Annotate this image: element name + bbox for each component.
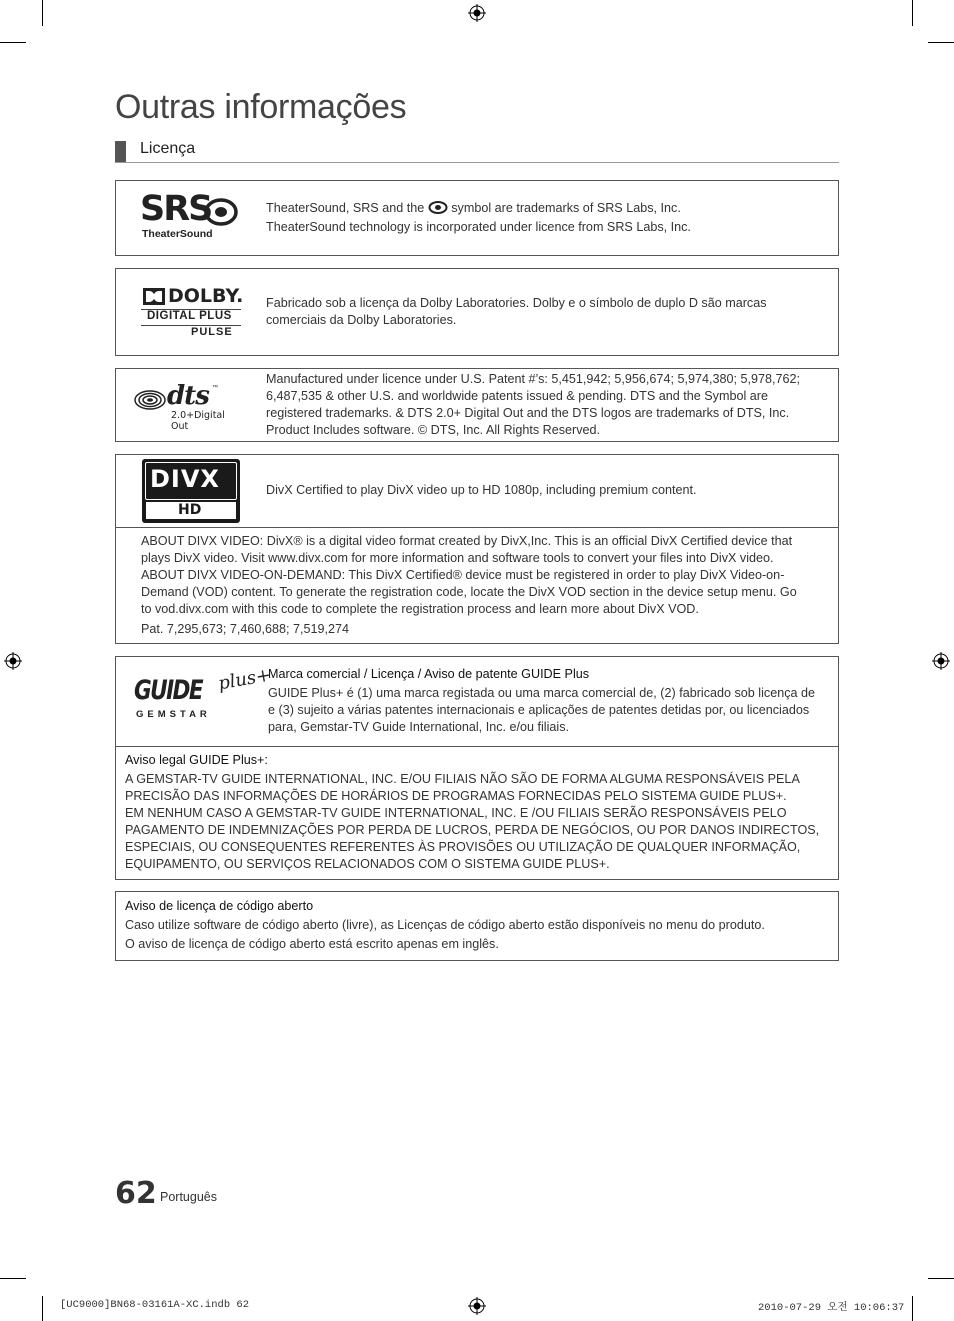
divx-license-box: DIVX HD DivX Certified to play DivX video up to HD 1080p, including premium content. ABOUT DIVX VIDEO: DivX® is a digital video format created by DivX,Inc. This is an official DivX Certified device that plays DivX video. Visit www.divx.com for more information and software tools to convert your files into DivX video. ABOUT DIVX VIDEO-ON-DEMAND: This DivX Certified® device must be registered in order to play DivX Video-on- Demand (VOD) content. To generate the registration code, locate the DivX VOD section in the device setup menu. Go to vod.divx.com with this code to complete the registration process and learn more about DivX VOD. Pat. 7,295,673; 7,460,688; 7,519,274: [115, 454, 839, 644]
registration-mark-icon: [468, 1297, 486, 1315]
page-title: Outras informações: [115, 88, 407, 126]
crop-mark: [42, 1296, 43, 1321]
guideplus-heading: Marca comercial / Licença / Aviso de patente GUIDE Plus: [268, 667, 590, 681]
dts-disc-icon: [134, 389, 166, 411]
section-divider: [115, 162, 839, 163]
registration-mark-icon: [932, 652, 950, 670]
dolby-double-d-icon: [143, 288, 165, 305]
dolby-license-box: DOLBY. DIGITAL PLUS PULSE Fabricado sob a licença da Dolby Laboratories. Dolby e o símbolo de duplo D são marcas comerciais da Dolby Laboratories.: [115, 268, 839, 356]
section-marker: [115, 141, 126, 162]
srs-symbol-icon: [204, 197, 238, 227]
dts-license-box: dts ™ 2.0+Digital Out Manufactured under licence under U.S. Patent #’s: 5,451,942; 5,956,674; 5,974,380; 5,978,762; 6,487,535 & other U.S. and worldwide patents issued & pending. DTS and the Symbol are registered trademarks. & DTS 2.0+ Digital Out and the DTS logos are trademarks of DTS, Inc. Product Includes software. © DTS, Inc. All Rights Reserved.: [115, 368, 839, 442]
srs-inline-symbol-icon: [428, 201, 448, 214]
dts-logo: dts ™ 2.0+Digital Out: [134, 385, 244, 425]
divx-logo: DIVX HD: [142, 459, 240, 523]
guideplus-license-box: GUIDE plus+ GEMSTAR Marca comercial / Licença / Aviso de patente GUIDE Plus GUIDE Plus+ é (1) uma marca registada ou uma marca comercial de, (2) fabricado sob licença de e (3) sujeito a várias patentes internacionais e aplicações de patentes detidas por, ou licenciados para, Gemstar-TV Guide International, Inc. e/ou filiais. Aviso legal GUIDE Plus+: A GEMSTAR-TV GUIDE INTERNATIONAL, INC. E/OU FILIAIS NÃO SÃO DE FORMA ALGUMA RESPONSÁVEIS PELA PRECISÃO DAS INFORMAÇÕES DE HORÁRIOS DE PROGRAMAS FORNECIDAS PELO SISTEMA GUIDE PLUS+. EM NENHUM CASO A GEMSTAR-TV GUIDE INTERNATIONAL, INC. E /OU FILIAIS SERÃO RESPONSÁVEIS PELO PAGAMENTO DE INDEMNIZAÇÕES POR PERDA DE LUCROS, PERDA DE NEGÓCIOS, OU POR DANOS INDIRECTOS, ESPECIAIS, OU CONSEQUENTES REFERENTES ÀS PROVISÕES OU UTILIZAÇÃO DE QUALQUER INFORMAÇÃO, EQUIPAMENTO, OU SERVIÇOS RELACIONADOS COM O SISTEMA GUIDE PLUS+.: [115, 656, 839, 880]
opensource-license-box: Aviso de licença de código aberto Caso utilize software de código aberto (livre), as Licenças de código aberto estão disponíveis no menu do produto. O aviso de licença de código aberto está escrito apenas em inglês.: [115, 891, 839, 961]
srs-license-box: SRS TheaterSound TheaterSound, SRS and the symbol are trademarks of SRS Labs, Inc. TheaterSound technology is incorporated under licence from SRS Labs, Inc.: [115, 180, 839, 256]
crop-mark: [0, 42, 26, 43]
opensource-heading: Aviso de licença de código aberto: [125, 899, 314, 913]
crop-mark: [912, 0, 913, 26]
registration-mark-icon: [4, 652, 22, 670]
crop-mark: [912, 1296, 913, 1321]
footer-file-info: [UC9000]BN68-03161A-XC.indb 62: [60, 1299, 250, 1311]
guideplus-logo: GUIDE plus+ GEMSTAR: [134, 664, 273, 720]
crop-mark: [928, 1278, 954, 1279]
page-language: Português: [160, 1190, 217, 1204]
page-number: 62: [115, 1176, 157, 1211]
section-title: Licença: [140, 140, 196, 157]
guideplus-legal-heading: Aviso legal GUIDE Plus+:: [125, 753, 268, 767]
crop-mark: [42, 0, 43, 26]
srs-logo: SRS TheaterSound: [140, 195, 244, 241]
dolby-logo: DOLBY. DIGITAL PLUS PULSE: [141, 286, 243, 340]
registration-mark-icon: [468, 4, 486, 22]
crop-mark: [0, 1278, 26, 1279]
footer-timestamp: 2010-07-29 오전 10:06:37: [758, 1302, 905, 1314]
crop-mark: [928, 42, 954, 43]
